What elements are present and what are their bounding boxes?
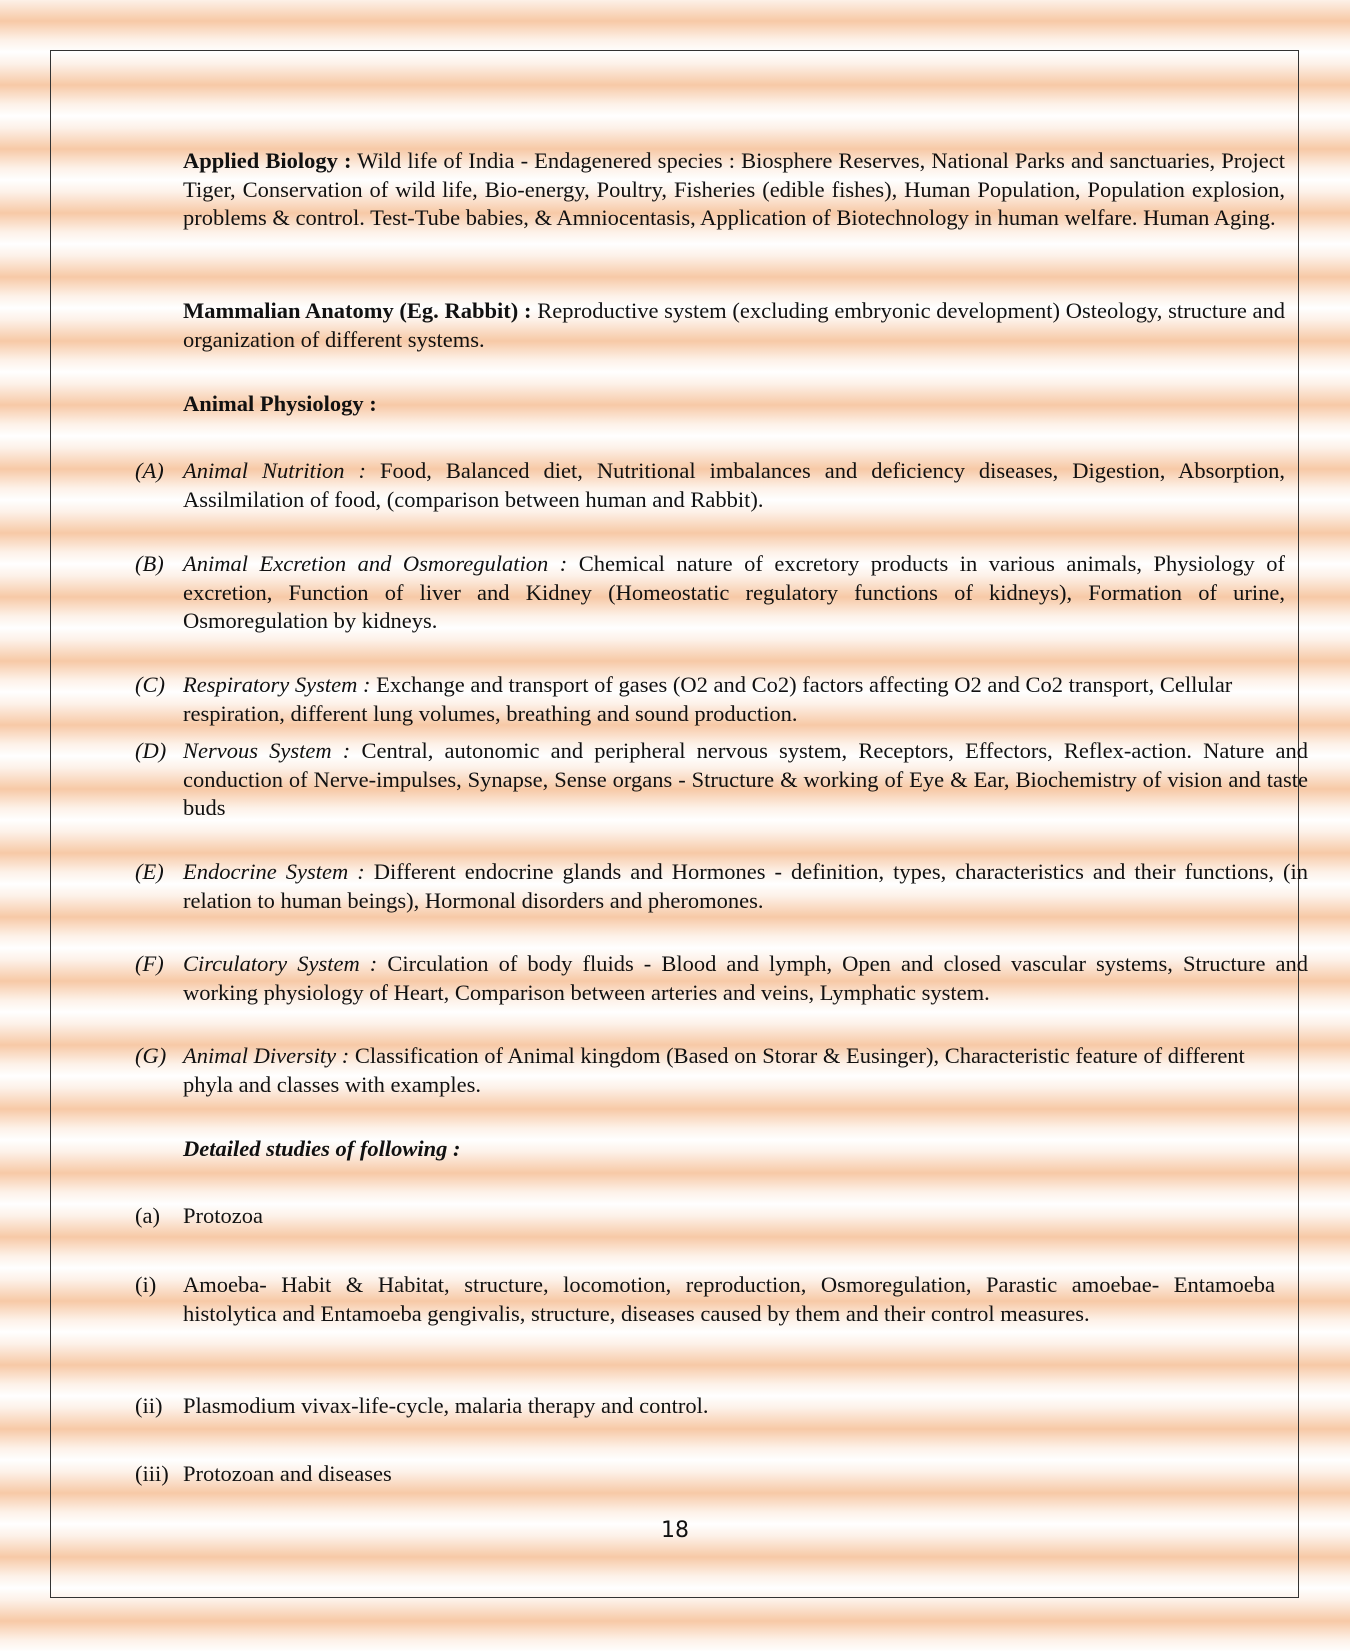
item-label: (D) <box>135 738 167 763</box>
applied-biology-text: Wild life of India - Endagenered species : Biosphere Reserves, National Parks and sanctuaries, Project Tiger, Conservation of wild life, Bio-energy, Poultry, Fisheries (edible fishes), Human Population, Population explosion, problems & control. Test-Tube babies, & Amniocentasis, Application of Biotechnology in human welfare. Human Aging. <box>183 148 1285 230</box>
animal-physiology-heading <box>183 390 1285 419</box>
item-title: Animal Nutrition : <box>183 458 366 483</box>
mammalian-anatomy-heading: Mammalian Anatomy (Eg. Rabbit) : <box>183 298 532 323</box>
detailed-studies-heading <box>183 1135 1285 1164</box>
item-title: Animal Excretion and Osmoregulation : <box>183 551 568 576</box>
physiology-item-respiratory <box>183 671 1285 728</box>
animal-physiology-heading-text: Animal Physiology : <box>183 391 377 416</box>
mammalian-anatomy-text: Reproductive system (excluding embryonic development) Osteology, structure and organization of different systems. <box>183 298 1286 352</box>
detail-label: (iii) <box>135 1461 169 1486</box>
item-text: Classification of Animal kingdom (Based on Storar & Eusinger), Characteristic feature of different phyla and classes with examples. <box>183 1043 1245 1097</box>
item-label: (G) <box>135 1043 167 1068</box>
page-border <box>50 50 1299 1598</box>
detail-label: (i) <box>135 1272 157 1297</box>
detail-item-protozoa: Protozoa <box>183 1203 263 1228</box>
item-text: Circulation of body fluids - Blood and lymph, Open and closed vascular systems, Structure and working physiology of Heart, Comparison between arteries and veins, Lymphatic system. <box>183 951 1309 1005</box>
item-text: Chemical nature of excretory products in various animals, Physiology of excretion, Function of liver and Kidney (Homeostatic regulatory functions of kidneys), Formation of urine, Osmoregulation by kidneys. <box>183 551 1286 633</box>
detail-item-amoeba: Amoeba- Habit & Habitat, structure, locomotion, reproduction, Osmoregulation, Parastic amoebae- Entamoeba histolytica and Entamoeba gengivalis, structure, diseases caused by them and their control measures. <box>183 1272 1275 1326</box>
detailed-studies-heading-text: Detailed studies of following : <box>183 1136 461 1161</box>
page-number: 18 <box>661 1518 689 1543</box>
physiology-item-nutrition <box>183 457 1285 514</box>
physiology-item-endocrine <box>183 858 1308 915</box>
item-text: Exchange and transport of gases (O2 and Co2) factors affecting O2 and Co2 transport, Cellular respiration, different lung volumes, breathing and sound production. <box>183 672 1233 726</box>
physiology-item-circulatory <box>183 950 1308 1007</box>
physiology-item-excretion <box>183 550 1285 636</box>
applied-biology-heading: Applied Biology : <box>183 148 352 173</box>
item-label: (E) <box>135 859 164 884</box>
physiology-item-nervous <box>183 737 1308 823</box>
item-title: Nervous System : <box>183 738 351 763</box>
physiology-item-diversity <box>183 1042 1285 1099</box>
item-title: Respiratory System : <box>183 672 371 697</box>
item-label: (B) <box>135 551 164 576</box>
detail-label: (a) <box>135 1203 160 1228</box>
item-text: Food, Balanced diet, Nutritional imbalances and deficiency diseases, Digestion, Absorption, Assilmilation of food, (comparison between human and Rabbit). <box>183 458 1285 512</box>
item-text: Different endocrine glands and Hormones - definition, types, characteristics and their functions, (in relation to human beings), Hormonal disorders and pheromones. <box>183 859 1309 913</box>
item-title: Endocrine System : <box>183 859 365 884</box>
item-text: Central, autonomic and peripheral nervous system, Receptors, Effectors, Reflex-action. Nature and conduction of Nerve-impulses, Synapse, Sense organs - Structure & working of Eye & Ear, Biochemistry of vision and taste buds <box>183 738 1309 820</box>
detail-item-protozoan-diseases: Protozoan and diseases <box>183 1461 392 1486</box>
detail-item-plasmodium: Plasmodium vivax-life-cycle, malaria therapy and control. <box>183 1393 709 1418</box>
item-title: Circulatory System : <box>183 951 378 976</box>
applied-biology-paragraph <box>183 147 1285 233</box>
item-label: (C) <box>135 672 165 697</box>
item-title: Animal Diversity : <box>183 1043 350 1068</box>
detail-label: (ii) <box>135 1393 163 1418</box>
item-label: (F) <box>135 951 164 976</box>
item-label: (A) <box>135 458 164 483</box>
mammalian-anatomy-paragraph <box>183 297 1285 354</box>
